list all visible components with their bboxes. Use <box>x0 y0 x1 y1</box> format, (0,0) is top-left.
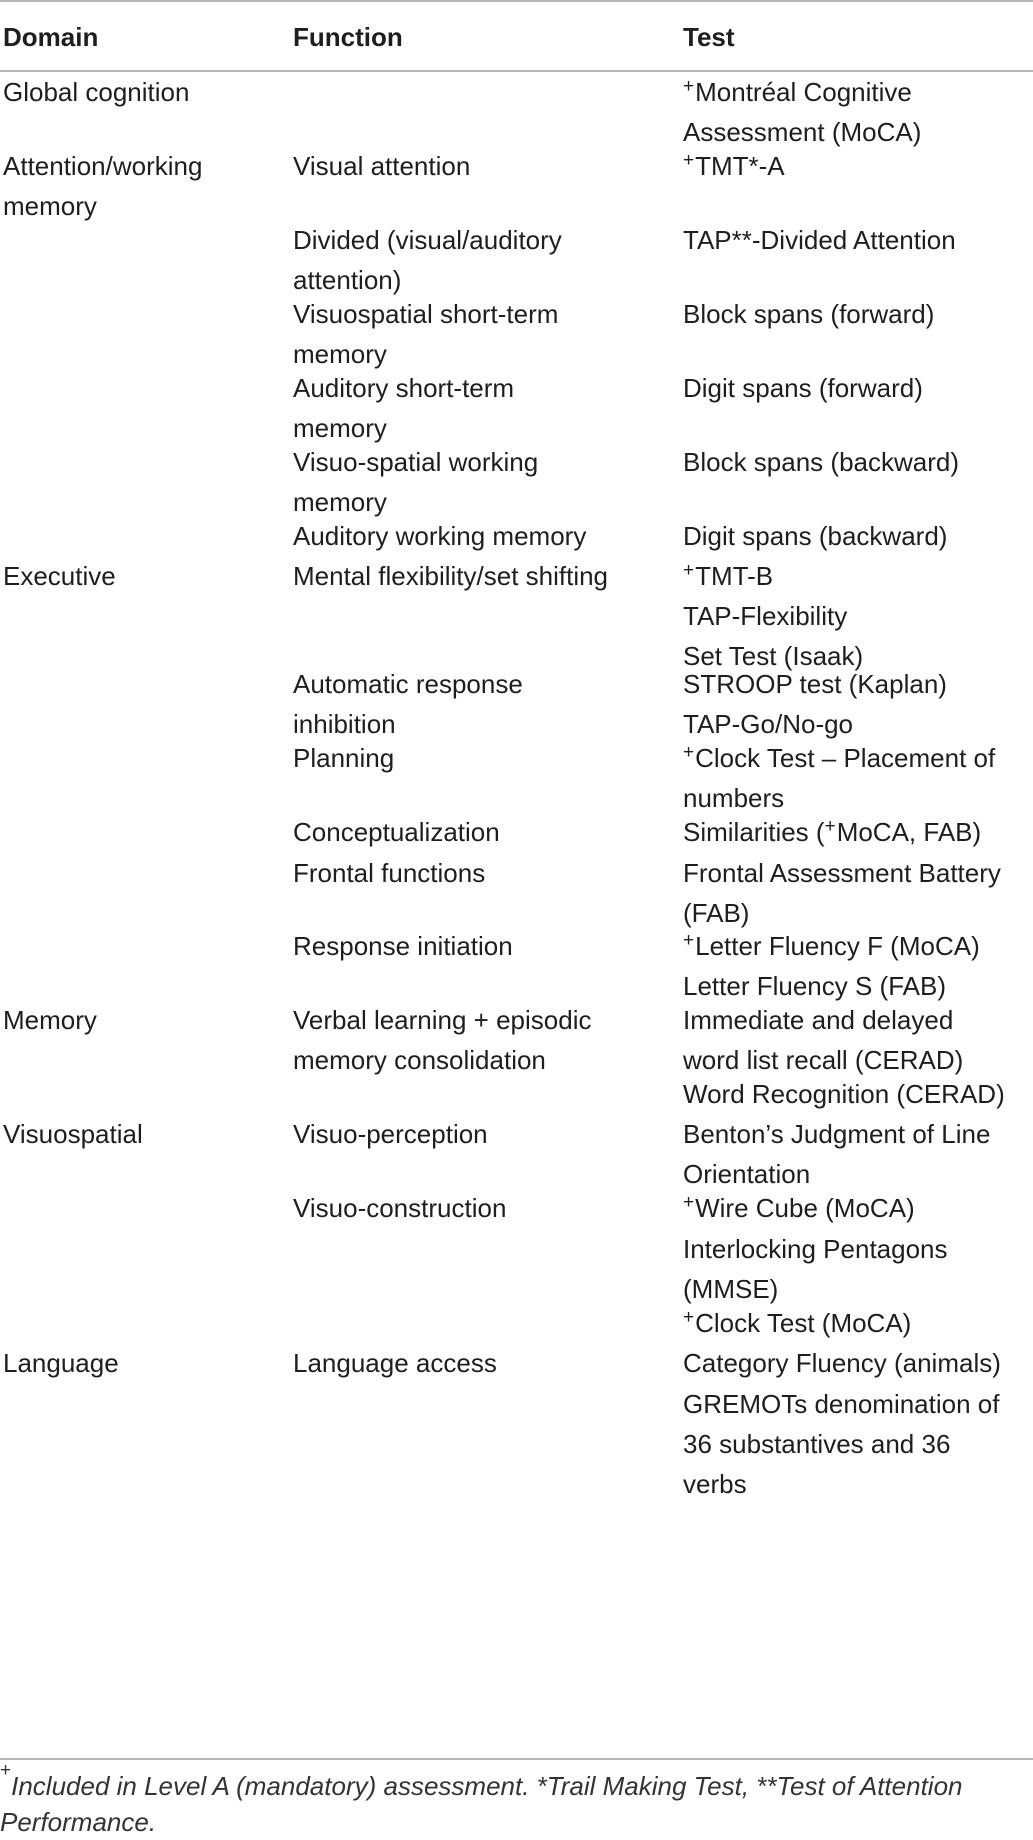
test-text: TAP-Go/No-go <box>683 709 854 739</box>
table-footnote <box>0 1760 1033 1840</box>
level-a-marker: + <box>683 930 695 951</box>
test-cell <box>683 1188 1033 1228</box>
function-line: Auditory short-term <box>293 373 515 403</box>
test-line <box>683 556 1033 596</box>
function-line: Visuo-construction <box>293 1193 507 1223</box>
test-text: Block spans (backward) <box>683 447 959 477</box>
test-text: Digit spans (forward) <box>683 373 923 403</box>
test-cell <box>683 368 1033 408</box>
test-text: (FAB) <box>683 898 750 928</box>
test-cell <box>683 516 1033 556</box>
test-text: (MMSE) <box>683 1274 779 1304</box>
test-line <box>683 1000 1033 1040</box>
bottom-rule <box>0 1758 1033 1760</box>
test-text: TMT*-A <box>695 151 785 181</box>
test-line <box>683 220 1033 260</box>
footnote-plus: + <box>0 1760 12 1782</box>
function-line: Conceptualization <box>293 817 500 847</box>
test-cell <box>683 1229 1033 1309</box>
test-line <box>683 853 1033 893</box>
header-domain: Domain <box>3 22 99 52</box>
function-line: memory <box>293 339 387 369</box>
test-text: TAP**-Divided Attention <box>683 225 956 255</box>
function-cell <box>293 926 673 966</box>
test-line <box>683 294 1033 334</box>
function-line: memory consolidation <box>293 1045 546 1075</box>
function-line: Visuospatial short-term <box>293 299 559 329</box>
test-cell <box>683 220 1033 260</box>
test-line <box>683 812 1033 852</box>
function-cell <box>293 1343 673 1383</box>
function-cell <box>293 516 673 556</box>
function-cell <box>293 738 673 778</box>
test-cell <box>683 664 1033 744</box>
level-a-marker: + <box>683 742 695 763</box>
test-line <box>683 1188 1033 1228</box>
test-line <box>683 1074 1033 1114</box>
test-line <box>683 1114 1033 1154</box>
test-line <box>683 738 1033 778</box>
function-cell <box>293 1188 673 1228</box>
test-text: Frontal Assessment Battery <box>683 858 1001 888</box>
function-line: Language access <box>293 1348 497 1378</box>
function-cell <box>293 146 673 186</box>
test-text: Category Fluency (animals) <box>683 1348 1001 1378</box>
function-cell <box>293 853 673 893</box>
test-cell <box>683 556 1033 676</box>
function-line: Visuo-perception <box>293 1119 488 1149</box>
test-text: numbers <box>683 783 785 813</box>
function-cell <box>293 664 673 744</box>
level-a-marker: + <box>824 816 836 837</box>
test-text: Letter Fluency F (MoCA) <box>695 931 980 961</box>
test-cell <box>683 738 1033 818</box>
test-text: STROOP test (Kaplan) <box>683 669 947 699</box>
footnote-text: Included in Level A (mandatory) assessment. *Trail Making Test, **Test of Attention Performance. <box>0 1771 963 1837</box>
function-cell <box>293 812 673 852</box>
test-line <box>683 926 1033 966</box>
test-text: TMT-B <box>695 561 774 591</box>
function-line: Mental flexibility/set shifting <box>293 561 609 591</box>
header-function: Function <box>293 22 403 52</box>
test-text: GREMOTs denomination of <box>683 1389 1000 1419</box>
test-text: Benton’s Judgment of Line <box>683 1119 991 1149</box>
level-a-marker: + <box>683 150 695 171</box>
test-text: verbs <box>683 1469 747 1499</box>
header-test: Test <box>683 22 735 52</box>
test-cell <box>683 1303 1033 1343</box>
test-cell <box>683 926 1033 1006</box>
test-text: Block spans (forward) <box>683 299 935 329</box>
domain-cell <box>3 146 283 226</box>
function-line: attention) <box>293 265 402 295</box>
function-cell <box>293 1114 673 1154</box>
test-line <box>683 146 1033 186</box>
domain-line: Attention/working <box>3 151 203 181</box>
test-cell <box>683 146 1033 186</box>
test-line <box>683 1303 1033 1343</box>
test-cell <box>683 1074 1033 1114</box>
test-line <box>683 516 1033 556</box>
level-a-marker: + <box>683 560 695 581</box>
test-line <box>683 1464 1033 1504</box>
test-text: Set Test (Isaak) <box>683 641 864 671</box>
function-cell <box>293 294 673 374</box>
function-line: Response initiation <box>293 931 513 961</box>
function-cell <box>293 1000 673 1080</box>
test-text: Digit spans (backward) <box>683 521 948 551</box>
level-a-marker: + <box>683 76 695 97</box>
test-line <box>683 442 1033 482</box>
function-cell <box>293 556 673 596</box>
domain-cell <box>3 1000 283 1040</box>
function-line: Planning <box>293 743 395 773</box>
test-text: TAP-Flexibility <box>683 601 848 631</box>
domain-cell <box>3 1114 283 1154</box>
test-text: Orientation <box>683 1159 811 1189</box>
test-line <box>683 72 1033 112</box>
function-line: Visual attention <box>293 151 471 181</box>
function-cell <box>293 442 673 522</box>
function-cell <box>293 220 673 300</box>
test-cell <box>683 812 1033 852</box>
domain-line: Executive <box>3 561 116 591</box>
level-a-marker: + <box>683 1307 695 1328</box>
test-line <box>683 368 1033 408</box>
function-line: Automatic response <box>293 669 523 699</box>
test-cell <box>683 1384 1033 1504</box>
test-text: Interlocking Pentagons <box>683 1234 948 1264</box>
domain-line: Global cognition <box>3 77 190 107</box>
test-line <box>683 664 1033 704</box>
function-line: Auditory working memory <box>293 521 587 551</box>
test-cell <box>683 442 1033 482</box>
test-line <box>683 1384 1033 1424</box>
test-line <box>683 1343 1033 1383</box>
test-cell <box>683 853 1033 933</box>
test-text: Letter Fluency S (FAB) <box>683 971 946 1001</box>
test-cell <box>683 294 1033 334</box>
domain-cell <box>3 1343 283 1383</box>
test-text: Wire Cube (MoCA) <box>695 1193 915 1223</box>
test-text: Word Recognition (CERAD) <box>683 1079 1005 1109</box>
test-text: Clock Test – Placement of <box>695 743 996 773</box>
test-cell <box>683 1343 1033 1383</box>
domain-line: memory <box>3 191 97 221</box>
test-text: 36 substantives and 36 <box>683 1429 951 1459</box>
test-line <box>683 1424 1033 1464</box>
function-line: Divided (visual/auditory <box>293 225 562 255</box>
domain-cell <box>3 556 283 596</box>
test-line <box>683 596 1033 636</box>
domain-cell <box>3 72 283 112</box>
function-line: Visuo-spatial working <box>293 447 539 477</box>
function-line: Verbal learning + episodic <box>293 1005 592 1035</box>
top-rule <box>0 0 1033 2</box>
test-cell <box>683 1114 1033 1194</box>
test-text: word list recall (CERAD) <box>683 1045 964 1075</box>
function-line: Frontal functions <box>293 858 486 888</box>
test-text: Clock Test (MoCA) <box>695 1308 912 1338</box>
domain-line: Visuospatial <box>3 1119 143 1149</box>
test-cell <box>683 1000 1033 1080</box>
test-text: Similarities ( <box>683 817 825 847</box>
test-text: Montréal Cognitive <box>695 77 912 107</box>
function-line: inhibition <box>293 709 396 739</box>
domain-line: Language <box>3 1348 119 1378</box>
domain-line: Memory <box>3 1005 97 1035</box>
test-line <box>683 1229 1033 1269</box>
level-a-marker: + <box>683 1192 695 1213</box>
test-text: Assessment (MoCA) <box>683 117 922 147</box>
test-cell <box>683 72 1033 152</box>
function-line: memory <box>293 487 387 517</box>
test-text: Immediate and delayed <box>683 1005 954 1035</box>
test-text: MoCA, FAB) <box>836 817 982 847</box>
function-line: memory <box>293 413 387 443</box>
function-cell <box>293 368 673 448</box>
